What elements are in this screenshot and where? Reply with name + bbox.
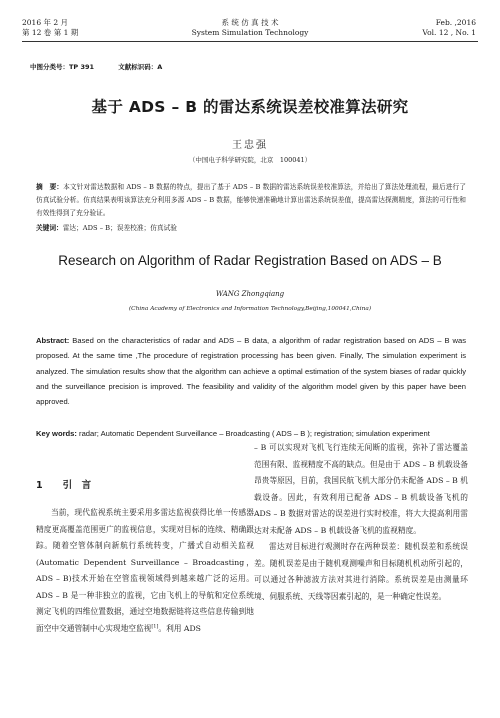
author-en: WANG Zhongqiang bbox=[215, 290, 285, 298]
classification-line bbox=[30, 62, 184, 71]
affiliation-en: (China Academy of Electronics and Information Technology,Beijing,100041,China) bbox=[128, 306, 372, 312]
body-left-tail: 。利用 ADS bbox=[158, 623, 201, 633]
keywords-cn-label: 关键词： bbox=[36, 224, 63, 232]
keywords-en-label: Key words: bbox=[36, 429, 77, 438]
journal-name-en: System Simulation Technology bbox=[191, 28, 309, 37]
section-heading bbox=[36, 477, 111, 491]
journal-name-cn: 系 统 仿 真 技 术 bbox=[221, 18, 279, 27]
keywords-en bbox=[36, 426, 466, 441]
keywords-cn-text: 雷达；ADS – B；误差校准；仿真试验 bbox=[62, 224, 177, 232]
header-rule bbox=[22, 41, 478, 42]
body-right-paragraph-1: – B 可以实现对飞机飞行连续无间断的监视，弥补了雷达覆盖范围有限、监视精度不高的缺点。但是由于 ADS – B 机载设备昂贵等原因，目前，我国民航飞机大部分仍未配备 ADS – B 机载设备。因此，有效利用已配备 ADS – B 机载设备飞机的 ADS – B 数据对雷达的误差进行实时校准，将大大提高利用雷达对未配备 ADS – B 机载设备飞机的监视精度。 bbox=[254, 443, 468, 535]
paper-title-en: Research on Algorithm of Radar Registration Based on ADS – B bbox=[58, 253, 442, 268]
document-code: 文献标识码：A bbox=[118, 63, 163, 71]
section-number: 1 bbox=[36, 480, 43, 491]
journal-volume-issue: 第 12 卷 第 1 期 bbox=[22, 28, 79, 37]
body-column-left bbox=[36, 505, 254, 637]
keywords-cn bbox=[36, 222, 466, 235]
abstract-en bbox=[36, 333, 466, 409]
abstract-cn-label: 摘 要： bbox=[36, 183, 64, 191]
affiliation-cn: （中国电子科学研究院，北京 100041） bbox=[188, 156, 312, 164]
clc-number: 中图分类号：TP 391 bbox=[30, 63, 95, 71]
section-title: 引 言 bbox=[62, 480, 92, 491]
abstract-en-text: Based on the characteristics of radar and ADS – B data, a algorithm of radar registration based on ADS – B was proposed. At the same time ,The procedure of registration processing has been given. Finally, The simulation experiment is analyzed. The simulation results show that the algorithm can achieve a optimal estimation of the system biases of radar quickly and the surveillance precision is improved. The feasibility and validity of the algorithm model given by this paper have been approved. bbox=[36, 336, 466, 407]
body-column-right bbox=[254, 440, 468, 605]
journal-date-en: Feb. ,2016 bbox=[435, 18, 476, 27]
keywords-en-text: radar; Automatic Dependent Surveillance – Broadcasting ( ADS – B ); registration; simulation experiment bbox=[76, 429, 430, 438]
body-right-paragraph-2: 雷达对目标进行观测时存在两种误差：随机误差和系统误差。随机误差是由于随机观测噪声和目标随机机动所引起的，可以通过各种滤波方法对其进行消除。系统误差是由测量环境、伺服系统、天线等因素引起的，是一种确定性误差。 bbox=[254, 542, 468, 601]
journal-date: 2016 年 2 月 bbox=[22, 18, 69, 27]
abstract-cn-text: 本文针对雷达数据和 ADS – B 数据的特点，提出了基于 ADS – B 数据的雷达系统误差校准算法，并给出了算法处理流程，最后进行了仿真试验分析。仿真结果表明该算法充分利用多源 ADS – B 数据，能够快速准确地计算出雷达系统误差值，提高雷达探测精度，算法的可行性和有效性得到了充分验证。 bbox=[36, 183, 466, 217]
citation-ref: [1] bbox=[151, 622, 159, 629]
journal-date-issue-en bbox=[422, 18, 476, 38]
abstract-en-label: Abstract: bbox=[36, 336, 70, 345]
body-left-text: 当前，现代监视系统主要采用多雷达监视获得比单一传感器精度更高覆盖范围更广的监视信息，实现对目标的连续、精确跟踪。随着空管体制向新航行系统转变，广播式自动相关监视(Automatic Dependent Surveillance – Broadcasting，ADS – B)技术开始在空管监视领域得到越来越广泛的运用。ADS – B 是一种非独立的监视，它由飞机上的导航和定位系统测定飞机的四维位置数据，通过空地数据链将这些信息传输到地面空中交通管制中心实现地空监视 bbox=[36, 508, 254, 633]
journal-volume-issue-en: Vol. 12 , No. 1 bbox=[422, 28, 476, 37]
author-cn: 王忠强 bbox=[232, 140, 268, 151]
abstract-cn bbox=[36, 181, 466, 220]
paper-title-cn: 基于 ADS – B 的雷达系统误差校准算法研究 bbox=[91, 98, 409, 116]
